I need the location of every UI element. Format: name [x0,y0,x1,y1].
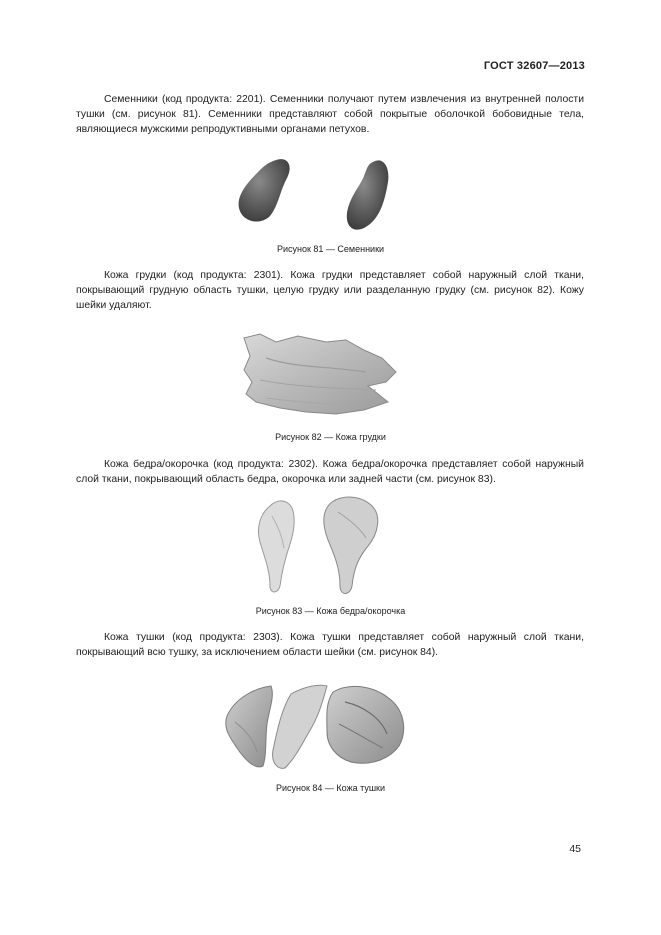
paragraph-text: Кожа тушки (код продукта: 2303). Кожа тушки представляет собой наружный слой ткани, покрывающий всю тушку, за исключением области шейки (см. рисунок 84). [76,632,584,658]
skin-piece-left [258,501,294,592]
skin-piece-3 [327,686,404,763]
skin-piece-right [324,497,378,593]
caption-figure-82: Рисунок 82 — Кожа грудки [275,432,386,442]
caption-figure-81: Рисунок 81 — Семенники [276,244,385,254]
paragraph-thigh-skin [76,457,584,487]
figure-83-thigh-skin [250,494,400,598]
paragraph-text: Кожа грудки (код продукта: 2301). Кожа грудки представляет собой наружный слой ткани, покрывающий грудную область тушки, целую грудку или разделанную грудку (см. рисунок 82). Кожу шейки удаляют. [76,270,584,311]
paragraph-text: Кожа бедра/окорочка (код продукта: 2302). Кожа бедра/окорочка представляет собой наружный слой ткани, покрывающий область бедра, окорочка или задней части (см. рисунок 83). [76,459,584,485]
figure-81-testes [228,150,438,235]
testis-right [347,160,389,229]
paragraph-carcass-skin [76,630,584,660]
skin-piece-1 [226,686,273,767]
figure-84-carcass-skin [215,676,415,776]
paragraph-text: Семенники (код продукта: 2201). Семенники получают путем извлечения из внутренней полости тушки (см. рисунок 81). Семенники представляют собой покрытые оболочкой бобовидные тела, являющиеся мужскими репродуктивными органами петухов. [76,94,584,135]
document-code: ГОСТ 32607—2013 [483,60,585,72]
paragraph-testes [76,92,584,137]
page-number: 45 [569,843,581,855]
caption-figure-83: Рисунок 83 — Кожа бедра/окорочка [255,606,406,616]
skin-piece-2 [273,685,327,768]
paragraph-breast-skin [76,268,584,313]
caption-figure-84: Рисунок 84 — Кожа тушки [275,783,386,793]
testis-left [239,159,290,221]
figure-82-breast-skin [236,328,406,420]
